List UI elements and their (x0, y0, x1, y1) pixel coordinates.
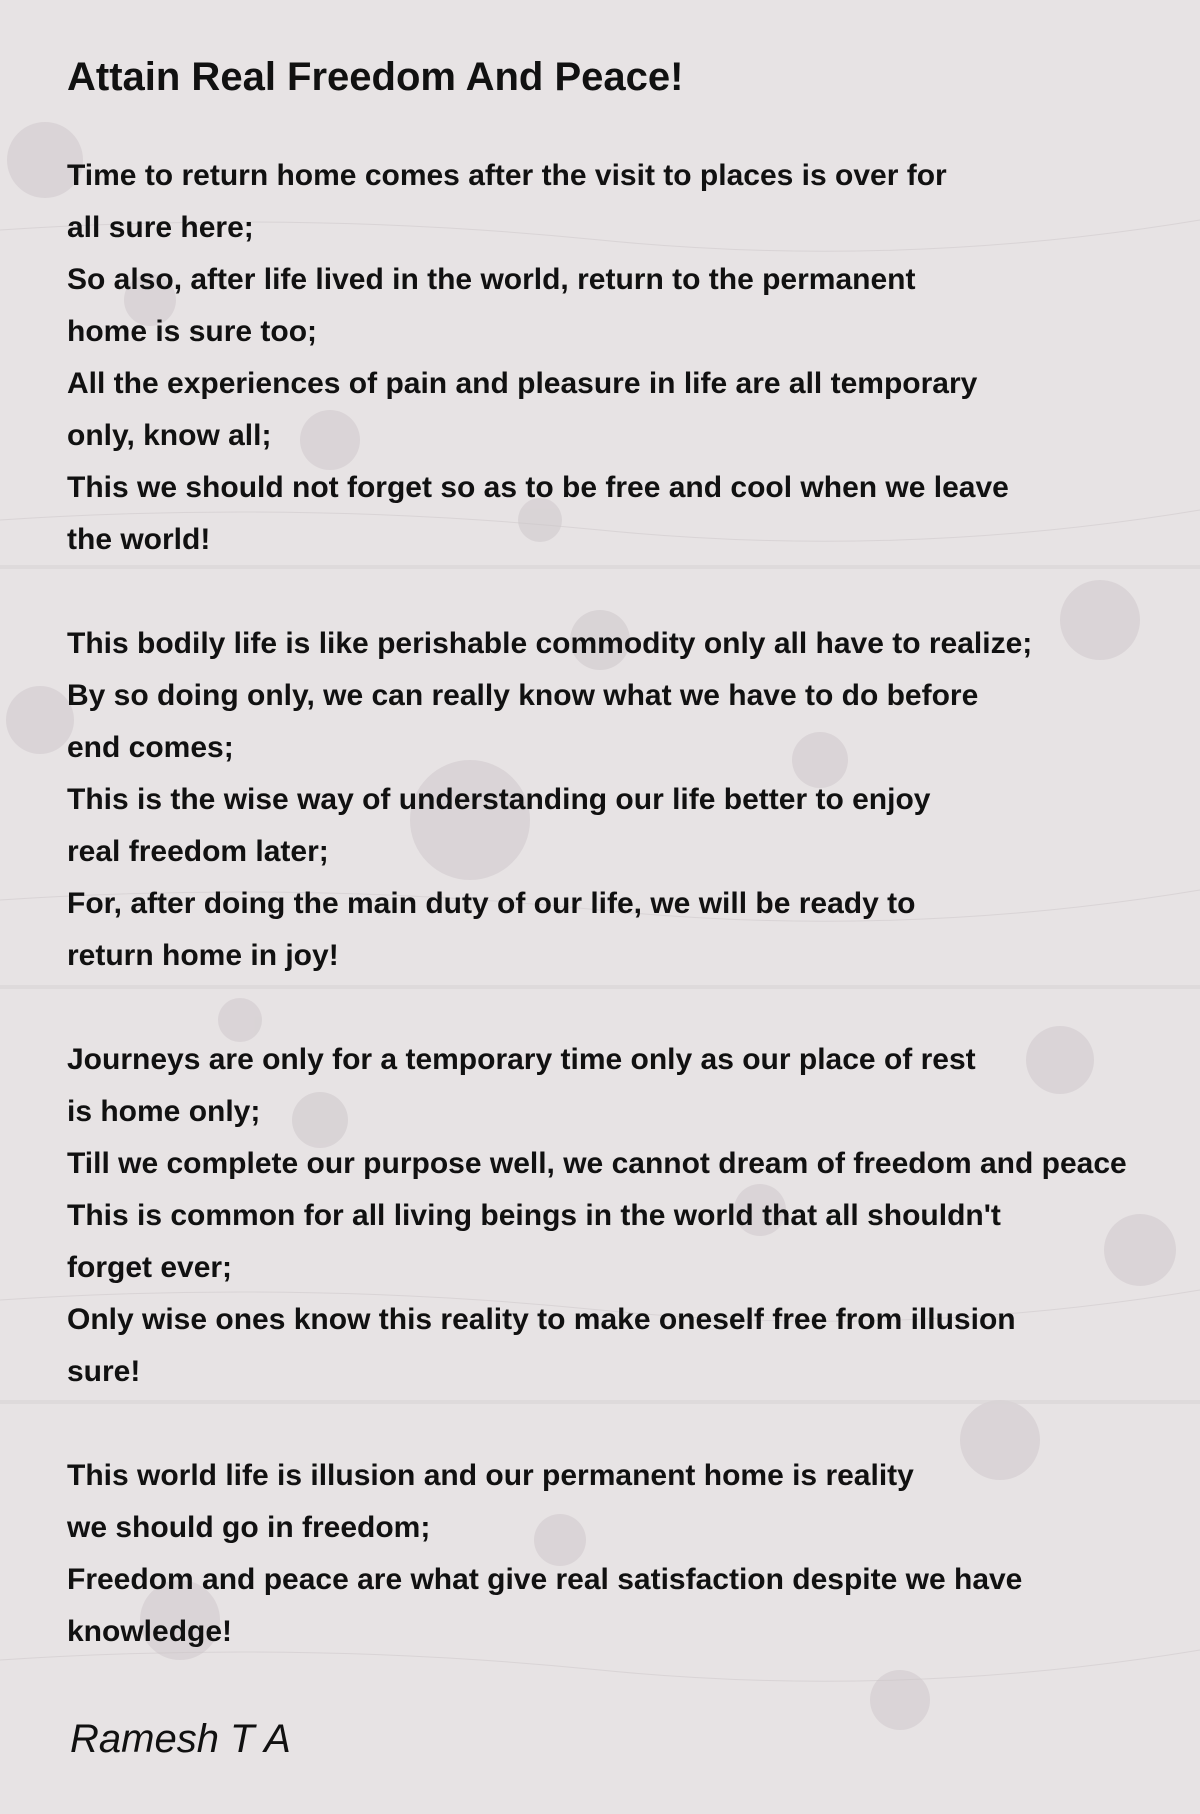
poem-line: is home only; (67, 1095, 261, 1128)
poem-line: we should go in freedom; (67, 1511, 431, 1544)
poem-body (67, 150, 1127, 1658)
poem-line: This we should not forget so as to be free and cool when we leave (67, 471, 1009, 504)
poem-line: So also, after life lived in the world, return to the permanent (67, 263, 916, 296)
poem-line: Only wise ones know this reality to make oneself free from illusion (67, 1303, 1016, 1336)
poem-line: return home in joy! (67, 939, 339, 972)
poem-line: real freedom later; (67, 835, 329, 868)
stanza (67, 150, 1127, 566)
poem-line: All the experiences of pain and pleasure in life are all temporary (67, 367, 978, 400)
poem-line: forget ever; (67, 1251, 233, 1284)
poem-line: Journeys are only for a temporary time only as our place of rest (67, 1043, 976, 1076)
poem-line: Freedom and peace are what give real satisfaction despite we have (67, 1563, 1023, 1596)
poem-line: This world life is illusion and our permanent home is reality (67, 1459, 914, 1492)
poem-line: all sure here; (67, 211, 254, 244)
poem-line: end comes; (67, 731, 234, 764)
poem-line: only, know all; (67, 419, 272, 452)
poem-line: home is sure too; (67, 315, 318, 348)
poem-line: By so doing only, we can really know what we have to do before (67, 679, 979, 712)
poem-line: For, after doing the main duty of our life, we will be ready to (67, 887, 916, 920)
poem-line: This is common for all living beings in the world that all shouldn't (67, 1199, 1001, 1232)
stanza (67, 618, 1127, 982)
poem-line: This is the wise way of understanding our life better to enjoy (67, 783, 931, 816)
poem-line: the world! (67, 523, 211, 556)
stanza (67, 1034, 1127, 1398)
poem-title: Attain Real Freedom And Peace! (67, 55, 684, 99)
poem-author: Ramesh T A (70, 1717, 291, 1761)
poem-line: sure! (67, 1355, 141, 1388)
poem-line: Till we complete our purpose well, we cannot dream of freedom and peace (67, 1147, 1127, 1180)
stanza (67, 1450, 1127, 1658)
poem-line: knowledge! (67, 1615, 233, 1648)
poem-line: This bodily life is like perishable commodity only all have to realize; (67, 627, 1033, 660)
poem-line: Time to return home comes after the visit to places is over for (67, 159, 947, 192)
